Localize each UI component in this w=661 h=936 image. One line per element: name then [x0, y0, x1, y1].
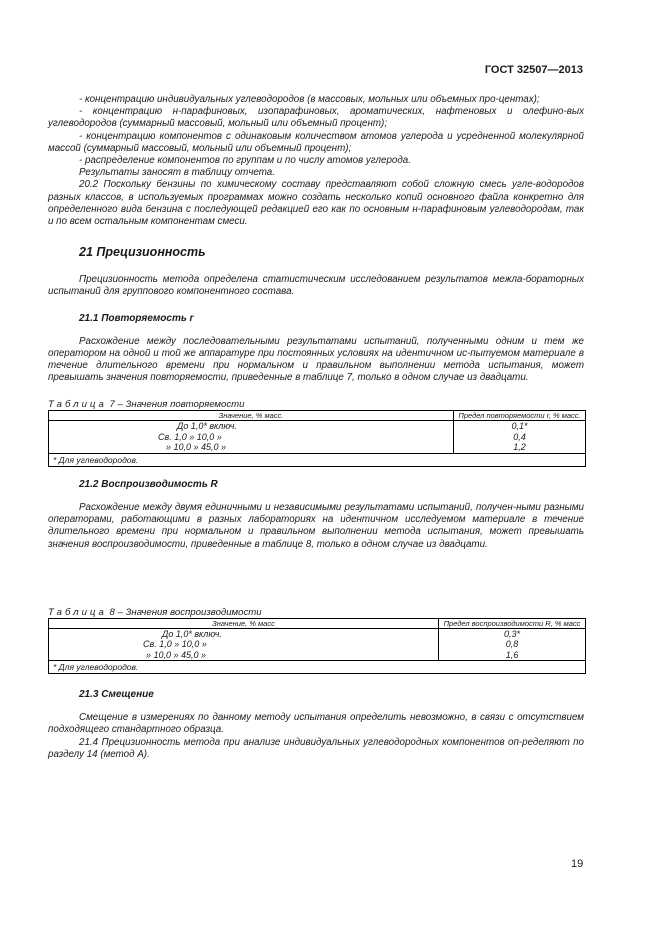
table-8-limit: 0,8 — [439, 639, 586, 650]
table-8-limit: 0,3* — [439, 628, 586, 639]
table-7-header-limit: Предел повторяемости r, % масс. — [454, 411, 586, 421]
list-item: - концентрацию н-парафиновых, изопарафиновых, ароматических, нафтеновых и олефино-вых углеводородов (суммарный массовый, мольный или объемный процент); — [48, 106, 584, 130]
table-row — [49, 432, 586, 443]
table-7-limit: 0,4 — [454, 432, 586, 443]
table-8-header-value: Значение, % масс — [49, 618, 439, 628]
paragraph: Результаты заносят в таблицу отчета. — [79, 167, 275, 179]
list-item: - концентрацию компонентов с одинаковым количеством атомов углерода и усредненной молекулярной массой (суммарный массовый, мольный или объемный процент); — [48, 130, 584, 154]
paragraph: 20.2 Поскольку бензины по химическому составу представляют собой сложную смесь угле-водородов разных классов, в используемых программах можно создать несколько копий основного файла конкретно для определенного вида бензина с последующей редакцией его как по основным н-парафиновым углеводородам, так и по всем остальным компонентам смеси. — [48, 179, 584, 228]
list-item: - концентрацию индивидуальных углеводородов (в массовых, мольных или объемных про-центах); — [79, 94, 540, 105]
table-7-caption-word: Таблица — [48, 399, 107, 411]
section-21-text: Прецизионность метода определена статистическим исследованием результатов межла-бораторных испытаний для группового компонентного состава. — [48, 274, 584, 298]
table-8-footnote: * Для углеводородов. — [49, 661, 586, 674]
standard-number: ГОСТ 32507—2013 — [484, 64, 583, 76]
table-7-value: » 10,0 » 45,0 » — [49, 442, 454, 453]
table-8-header-limit: Предел воспроизводимости R, % масс — [439, 618, 586, 628]
table-7-value: Св. 1,0 » 10,0 » — [49, 432, 454, 443]
section-21-title: 21 Прецизионность — [79, 245, 206, 260]
table-row — [49, 442, 586, 453]
table-8-value: Св. 1,0 » 10,0 » — [49, 639, 439, 650]
table-8-caption-word: Таблица — [48, 606, 107, 618]
table-7 — [48, 410, 586, 467]
section-21-2-title: 21.2 Воспроизводимость R — [79, 478, 218, 490]
table-8 — [48, 618, 586, 675]
section-21-1-title: 21.1 Повторяемость r — [79, 312, 194, 324]
table-row — [49, 628, 586, 639]
table-8-limit: 1,6 — [439, 650, 586, 661]
table-8-value: » 10,0 » 45,0 » — [49, 650, 439, 661]
section-21-4-text: 21.4 Прецизионность метода при анализе индивидуальных углеводородных компонентов оп-ределяют по разделу 14 (метод А). — [48, 736, 584, 760]
table-7-footnote: * Для углеводородов. — [49, 453, 586, 466]
page-content — [48, 94, 584, 761]
table-7-caption-rest: 7 – Значения повторяемости — [109, 399, 245, 411]
section-21-1-text: Расхождение между последовательными результатами испытаний, полученными одним и тем же оператором на одной и той же аппаратуре при постоянных условиях на идентичном ис-пытуемом материале в течение длительного времени при нормальном и правильном выполнении метода испытания, может превышать значения повторяемости, приведенные в таблице 7, только в одном случае из двадцати. — [48, 335, 584, 384]
section-21-3-title: 21.3 Смещение — [79, 689, 154, 701]
table-7-limit: 1,2 — [454, 442, 586, 453]
table-row — [49, 650, 586, 661]
table-row — [49, 421, 586, 432]
table-8-caption-rest: 8 – Значения воспроизводимости — [109, 606, 262, 618]
table-8-caption — [48, 607, 584, 618]
table-row — [49, 639, 586, 650]
section-21-2-text: Расхождение между двумя единичными и независимыми результатами испытаний, получен-ными разными операторами, работающими в разных лабораториях на идентичном исследуемом материале в течение длительного времени при нормальном и правильном выполнении метода испытания, может превышать значения воспроизводимости, приведенные в таблице 8, только в одном случае из двадцати. — [48, 501, 584, 550]
page-number: 19 — [571, 858, 584, 870]
section-21-3-text: Смещение в измерениях по данному методу испытания определить невозможно, в связи с отсутствием подходящего стандартного образца. — [48, 712, 584, 736]
table-7-limit: 0,1* — [454, 421, 586, 432]
list-item: - распределение компонентов по группам и по числу атомов углерода. — [79, 155, 411, 167]
table-7-caption — [48, 399, 584, 410]
table-8-value: До 1,0* включ. — [49, 628, 439, 639]
table-7-value: До 1,0* включ. — [49, 421, 454, 432]
table-7-header-value: Значение, % масс. — [49, 411, 454, 421]
